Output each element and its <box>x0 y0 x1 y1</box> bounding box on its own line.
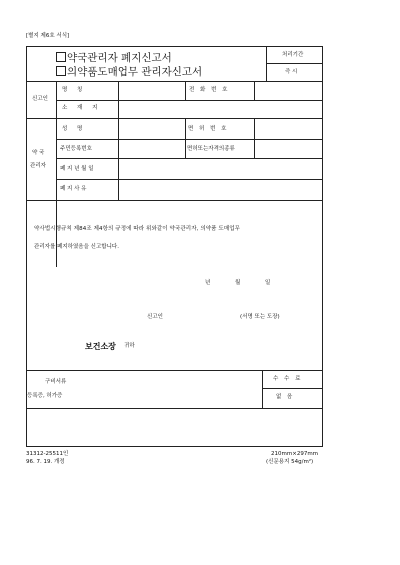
processing-value: 즉 시 <box>285 69 298 75</box>
manager-rrn-field[interactable] <box>119 141 184 157</box>
docs-value: 등록증, 허가증 <box>27 393 63 399</box>
manager-section-end <box>26 200 323 201</box>
date-month-label: 월 <box>235 280 241 286</box>
manager-license-label: 면 허 번 호 <box>188 126 229 132</box>
fee-label: 수 수 료 <box>273 376 303 382</box>
addressee-suffix: 귀하 <box>124 343 135 349</box>
manager-section-label-1: 약 국 <box>32 150 45 156</box>
manager-closure-date-field[interactable] <box>119 160 321 178</box>
manager-name-label: 성 명 <box>62 126 87 132</box>
applicant-row-rule <box>56 100 322 101</box>
manager-closure-reason-field[interactable] <box>119 181 321 199</box>
applicant-address-label: 소 재 지 <box>62 105 102 111</box>
manager-row-rule-3 <box>56 179 322 180</box>
applicant-phone-label: 전 화 번 호 <box>189 87 230 93</box>
footer-code: 31312-25511인 <box>26 451 69 457</box>
footer-paper: (신문용지 54g/m²) <box>266 459 314 465</box>
manager-row-rule-1 <box>56 139 322 140</box>
frame-right <box>322 46 323 447</box>
sign-note: (서명 또는 도장) <box>240 314 280 320</box>
checkbox-closure[interactable] <box>56 52 66 62</box>
section-col-divider <box>56 81 57 267</box>
manager-name-field[interactable] <box>119 120 184 138</box>
bottom-section-top <box>26 370 323 371</box>
fee-value: 없 음 <box>276 394 295 400</box>
applicant-section-label: 신고인 <box>32 96 48 102</box>
frame-bottom <box>26 446 323 447</box>
frame-top <box>26 46 323 47</box>
processing-label: 처리기간 <box>282 52 304 58</box>
manager-row-rule-2 <box>56 158 322 159</box>
processing-rule <box>266 63 322 64</box>
applicant-phone-divider <box>185 81 186 100</box>
manager-closure-reason-label: 폐 지 사 유 <box>60 186 87 192</box>
fee-rule <box>262 388 322 389</box>
docs-label: 구비서류 <box>45 379 67 385</box>
manager-section-label-2: 관리자 <box>30 163 46 169</box>
table-top <box>26 81 323 82</box>
applicant-address-field[interactable] <box>119 102 321 117</box>
statement-line-2: 관리자를 폐지하였음을 신고합니다. <box>34 244 119 250</box>
date-day-label: 일 <box>265 280 271 286</box>
frame-left <box>26 46 27 446</box>
form-label: [별지 제6호 서식] <box>26 33 70 39</box>
manager-rrn-label: 주민등록번호 <box>60 146 92 152</box>
checkbox-wholesale[interactable] <box>56 66 66 76</box>
title-line-1: 약국관리자 폐지신고서 <box>56 52 172 64</box>
footer-date: 96. 7. 19. 개정 <box>26 459 65 465</box>
footer-size: 210mm×297mm <box>271 451 319 457</box>
applicant-name-field[interactable] <box>119 83 184 99</box>
fee-divider <box>262 370 263 408</box>
bottom-section-end <box>26 408 323 409</box>
reporter-field[interactable] <box>175 310 233 322</box>
date-year-label: 년 <box>205 280 211 286</box>
manager-license-type-label: 면허또는자격의종류 <box>187 146 235 152</box>
manager-mid-divider <box>185 118 186 158</box>
applicant-phone-field[interactable] <box>255 83 321 99</box>
title-line-2: 의약품도매업무 관리자신고서 <box>56 66 202 78</box>
addressee-name: 보건소장 <box>85 342 116 351</box>
manager-license-type-field[interactable] <box>255 141 321 157</box>
manager-closure-date-label: 폐 지 년 월 일 <box>60 166 94 172</box>
statement-line-1: 약사법시행규칙 제84조 제4항의 규정에 따라 위와같이 약국관리자, 의약품 도매업무 <box>34 226 241 232</box>
applicant-name-label: 명 칭 <box>62 87 87 93</box>
applicant-section-end <box>26 118 323 119</box>
reporter-label: 신고인 <box>147 314 163 320</box>
manager-license-field[interactable] <box>255 120 321 138</box>
